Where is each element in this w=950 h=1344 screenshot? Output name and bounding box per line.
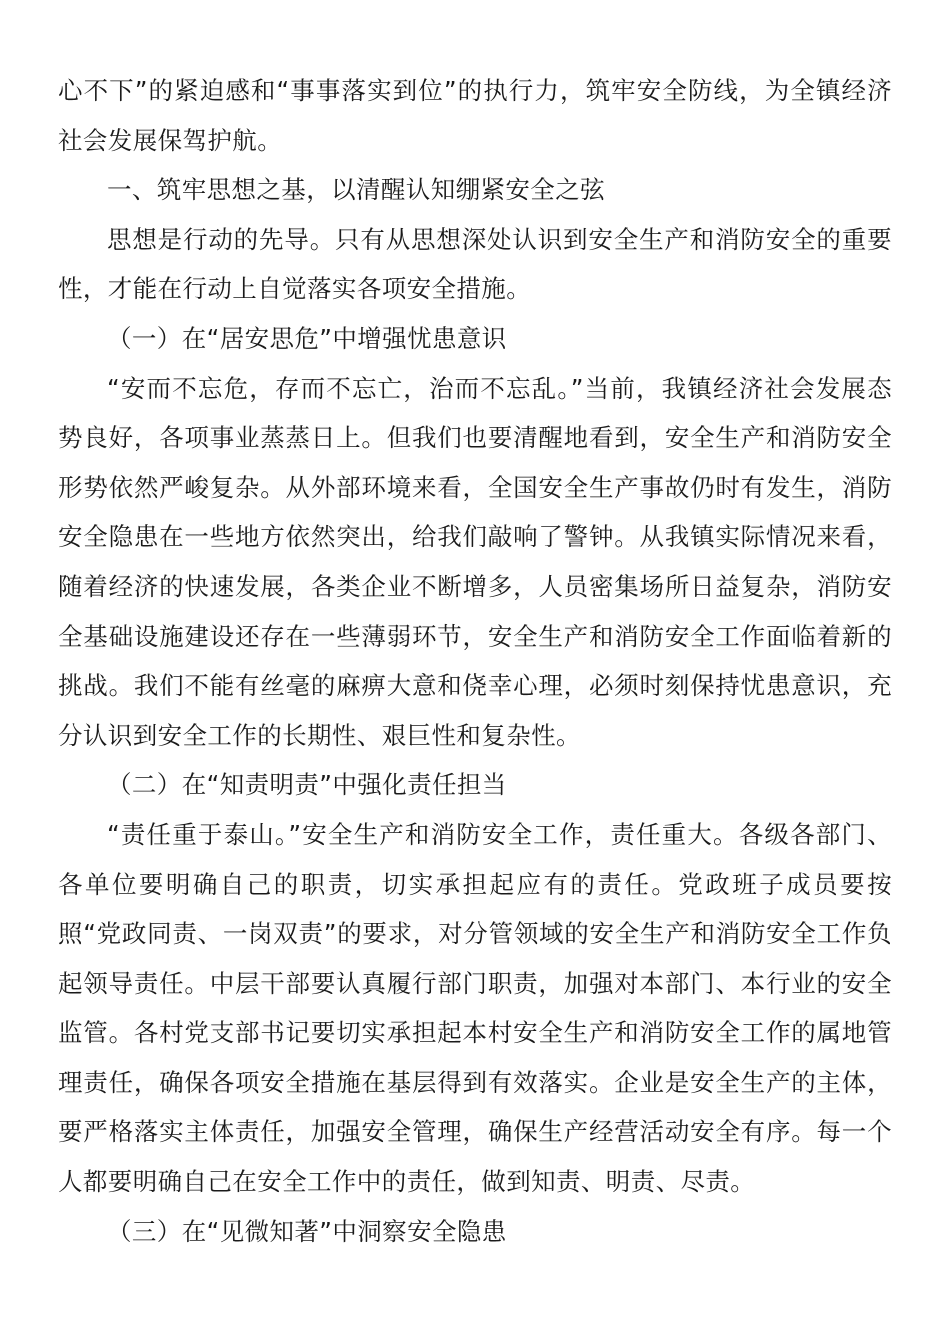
paragraph-thought: 思想是行动的先导。只有从思想深处认识到安全生产和消防安全的重要性，才能在行动上自觉落实各项安全措施。 xyxy=(58,224,892,304)
section-heading-1: 一、筑牢思想之基，以清醒认知绷紧安全之弦 xyxy=(107,175,605,205)
paragraph-intro-continued: 心不下”的紧迫感和“事事落实到位”的执行力，筑牢安全防线，为全镇经济社会发展保驾护航。 xyxy=(58,76,892,155)
document-page xyxy=(58,66,892,1256)
paragraph-responsibility: “责任重于泰山。”安全生产和消防安全工作，责任重大。各级各部门、各单位要明确自己的职责，切实承担起应有的责任。党政班子成员要按照“党政同责、一岗双责”的要求，对分管领域的安全生产和消防安全工作负起领导责任。中层干部要认真履行部门职责，加强对本部门、本行业的安全监管。各村党支部书记要切实承担起本村安全生产和消防安全工作的属地管理责任，确保各项安全措施在基层得到有效落实。企业是安全生产的主体，要严格落实主体责任，加强安全管理，确保生产经营活动安全有序。每一个人都要明确自己在安全工作中的责任，做到知责、明责、尽责。 xyxy=(58,819,892,1197)
paragraph-vigilance: “安而不忘危，存而不忘亡，治而不忘乱。”当前，我镇经济社会发展态势良好，各项事业蒸蒸日上。但我们也要清醒地看到，安全生产和消防安全形势依然严峻复杂。从外部环境来看，全国安全生产事故仍时有发生，消防安全隐患在一些地方依然突出，给我们敲响了警钟。从我镇实际情况来看，随着经济的快速发展，各类企业不断增多，人员密集场所日益复杂，消防安全基础设施建设还存在一些薄弱环节，安全生产和消防安全工作面临着新的挑战。我们不能有丝毫的麻痹大意和侥幸心理，必须时刻保持忧患意识，充分认识到安全工作的长期性、艰巨性和复杂性。 xyxy=(58,373,892,750)
subsection-heading-3: （三）在“见微知著”中洞察安全隐患 xyxy=(107,1216,507,1246)
subsection-heading-1: （一）在“居安思危”中增强忧患意识 xyxy=(107,323,507,353)
subsection-heading-2: （二）在“知责明责”中强化责任担当 xyxy=(107,770,507,800)
